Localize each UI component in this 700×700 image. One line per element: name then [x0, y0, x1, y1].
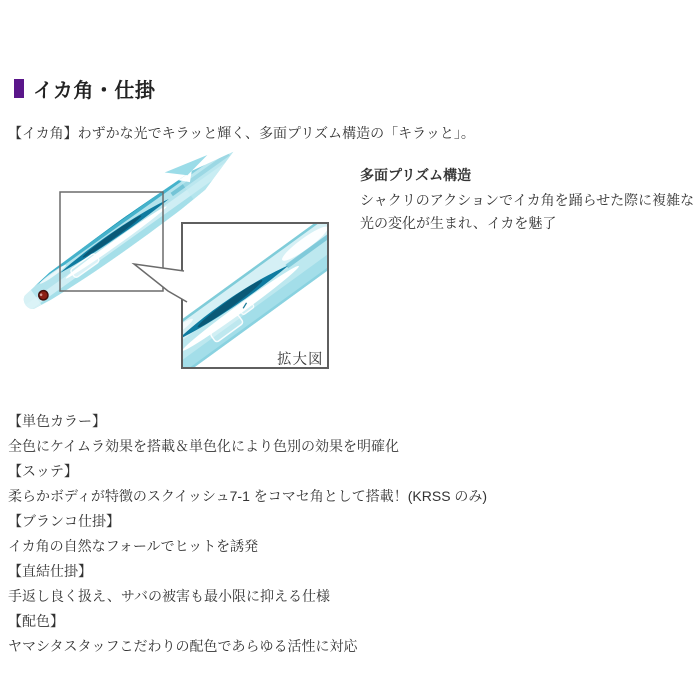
feature-heading-sutte: 【スッテ】 [8, 463, 78, 479]
inset-label: 拡大図 [277, 352, 324, 368]
page-title: イカ角・仕掛 [33, 80, 156, 102]
prism-structure-block [360, 164, 696, 235]
feature-list [8, 409, 487, 659]
product-figure [0, 145, 345, 377]
feature-desc-haishoku: ヤマシタスタッフこだわりの配色であらゆる活性に対応 [8, 638, 358, 654]
prism-heading: 多面プリズム構造 [360, 167, 472, 183]
section-accent-bar-icon [14, 79, 24, 98]
feature-heading-color: 【単色カラー】 [8, 413, 106, 429]
feature-heading-haishoku: 【配色】 [8, 613, 64, 629]
feature-heading-branko: 【ブランコ仕掛】 [8, 513, 120, 529]
feature-desc-chokketsu: 手返し良く扱え、サバの被害も最小限に抑える仕様 [8, 588, 330, 604]
feature-heading-chokketsu: 【直結仕掛】 [8, 563, 92, 579]
feature-desc-sutte: 柔らかボディが特徴のスクイッシュ7-1 をコマセ角として搭載！(KRSS のみ) [8, 488, 488, 504]
intro-text: 【イカ角】わずかな光でキラッと輝く、多面プリズム構造の「キラッと」。 [8, 125, 475, 141]
feature-desc-color: 全色にケイムラ効果を搭載＆単色化により色別の効果を明確化 [8, 438, 400, 454]
prism-line-1: シャクリのアクションでイカ角を踊らせた際に複雑な [360, 192, 695, 208]
callout-wedge-icon [134, 264, 187, 302]
prism-line-2: 光の変化が生まれ、イカを魅了 [360, 215, 557, 231]
feature-desc-branko: イカ角の自然なフォールでヒットを誘発 [8, 538, 259, 554]
section-header [14, 74, 155, 103]
